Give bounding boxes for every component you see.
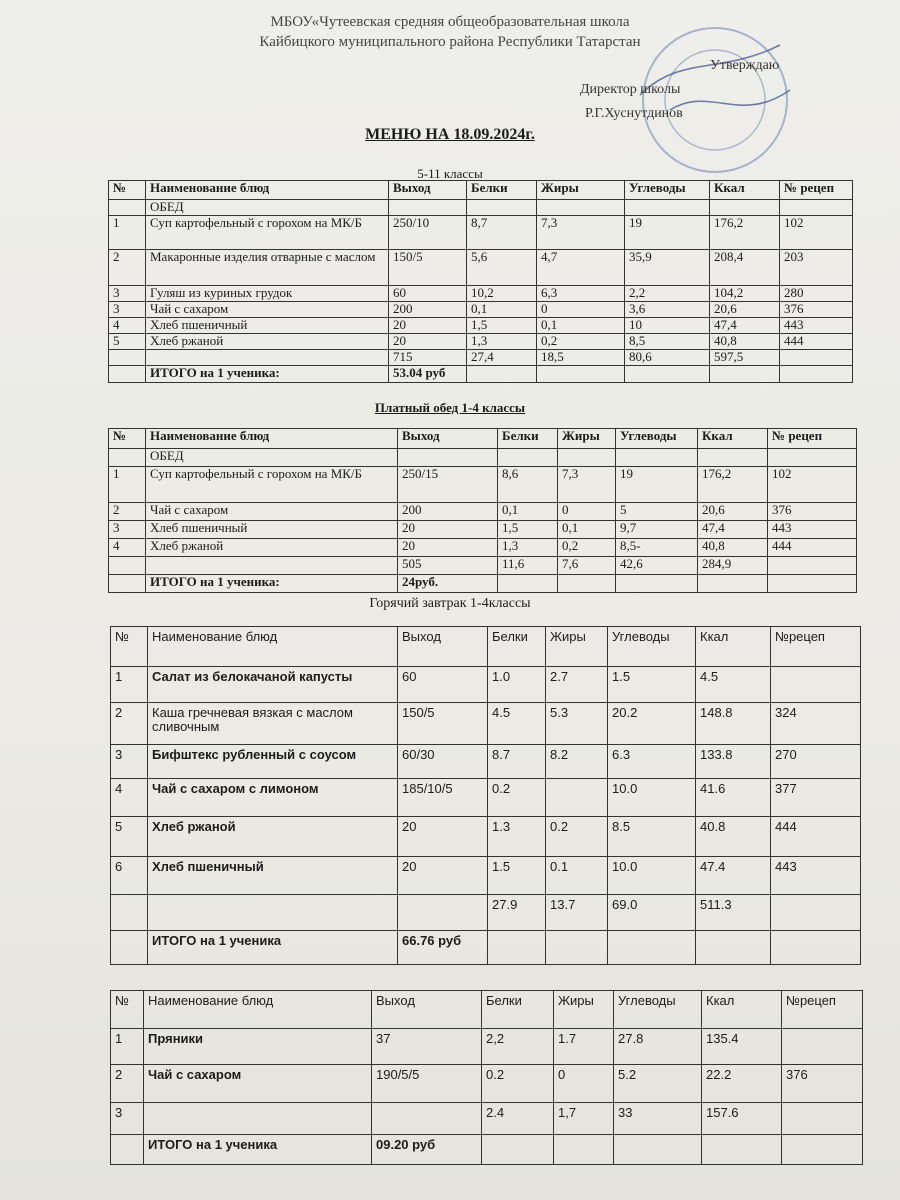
cell: 20 xyxy=(398,857,488,895)
cell: 2,2 xyxy=(482,1029,554,1065)
col-header: Жиры xyxy=(554,991,614,1029)
cell: 376 xyxy=(780,302,853,318)
cell: 20,6 xyxy=(698,503,768,521)
cell: 1,7 xyxy=(554,1103,614,1135)
col-header: Ккал xyxy=(702,991,782,1029)
cell: 19 xyxy=(625,216,710,250)
cell: 157.6 xyxy=(702,1103,782,1135)
cell: 324 xyxy=(771,703,861,745)
cell: 200 xyxy=(389,302,467,318)
cell: 8,5 xyxy=(625,334,710,350)
cell: 3 xyxy=(111,745,148,779)
price-row xyxy=(109,366,853,383)
cell: 443 xyxy=(771,857,861,895)
cell: 102 xyxy=(768,467,857,503)
official-stamp xyxy=(630,15,800,185)
cell: 8,6 xyxy=(498,467,558,503)
cell: 5.2 xyxy=(614,1065,702,1103)
cell: 0.2 xyxy=(482,1065,554,1103)
cell: 376 xyxy=(782,1065,863,1103)
cell: Салат из белокачаной капусты xyxy=(148,667,398,703)
cell: 5.3 xyxy=(546,703,608,745)
table-row xyxy=(111,703,861,745)
table-row xyxy=(111,667,861,703)
total-cell: 7,6 xyxy=(558,557,616,575)
cell: 60 xyxy=(398,667,488,703)
cell: 203 xyxy=(780,250,853,286)
cell: Макаронные изделия отварные с маслом xyxy=(146,250,389,286)
section1-caption: 5-11 классы xyxy=(417,166,483,181)
cell: 0.2 xyxy=(546,817,608,857)
cell: 0 xyxy=(558,503,616,521)
col-header: Белки xyxy=(482,991,554,1029)
cell: 10 xyxy=(625,318,710,334)
total-cell: 69.0 xyxy=(608,895,696,931)
col-header: Наименование блюд xyxy=(148,627,398,667)
cell: 0 xyxy=(554,1065,614,1103)
cell: 444 xyxy=(780,334,853,350)
cell: Суп картофельный с горохом на МК/Б xyxy=(146,467,398,503)
cell: 3 xyxy=(109,286,146,302)
school-name-line1: МБОУ«Чутеевская средняя общеобразовательная школа xyxy=(270,14,630,30)
cell: 60 xyxy=(389,286,467,302)
cell: 20.2 xyxy=(608,703,696,745)
col-header: Белки xyxy=(467,181,537,200)
cell: 9,7 xyxy=(616,521,698,539)
cell: Хлеб пшеничный xyxy=(148,857,398,895)
col-header: №рецеп xyxy=(782,991,863,1029)
price-row xyxy=(109,575,857,593)
total-price: 66.76 руб xyxy=(398,931,488,965)
signature xyxy=(640,45,790,110)
cell: Каша гречневая вязкая с маслом сливочным xyxy=(148,703,398,745)
table-header-row xyxy=(109,429,857,449)
cell: 0,1 xyxy=(498,503,558,521)
table-row xyxy=(109,318,853,334)
cell: 3,6 xyxy=(625,302,710,318)
cell: 0,1 xyxy=(467,302,537,318)
col-header: № xyxy=(111,991,144,1029)
cell: Чай с сахаром xyxy=(146,302,389,318)
totals-row xyxy=(109,350,853,366)
col-header: Жиры xyxy=(537,181,625,200)
approve-label: Утверждаю xyxy=(710,58,780,73)
cell: 5 xyxy=(111,817,148,857)
col-header: Наименование блюд xyxy=(146,429,398,449)
cell: 176,2 xyxy=(698,467,768,503)
cell: 1,3 xyxy=(498,539,558,557)
cell xyxy=(782,1103,863,1135)
col-header: Углеводы xyxy=(614,991,702,1029)
cell: 185/10/5 xyxy=(398,779,488,817)
table-row xyxy=(109,286,853,302)
cell: Хлеб ржаной xyxy=(146,334,389,350)
section3-caption: Горячий завтрак 1-4классы xyxy=(369,596,531,611)
school-name-line2: Кайбицкого муниципального района Республики Татарстан xyxy=(259,34,641,50)
cell: Хлеб ржаной xyxy=(148,817,398,857)
table-row xyxy=(109,467,857,503)
cell xyxy=(546,779,608,817)
cell: 10,2 xyxy=(467,286,537,302)
director-name: Р.Г.Хуснутдинов xyxy=(585,106,683,121)
table-row xyxy=(109,503,857,521)
cell: 1.5 xyxy=(488,857,546,895)
cell: Гуляш из куриных грудок xyxy=(146,286,389,302)
cell: 1 xyxy=(109,216,146,250)
cell: 1,3 xyxy=(467,334,537,350)
cell: 8,7 xyxy=(467,216,537,250)
cell: Пряники xyxy=(144,1029,372,1065)
total-price: 24руб. xyxy=(398,575,498,593)
col-header: Белки xyxy=(488,627,546,667)
cell: 200 xyxy=(398,503,498,521)
cell: Бифштекс рубленный с соусом xyxy=(148,745,398,779)
cell: 37 xyxy=(372,1029,482,1065)
cell xyxy=(372,1103,482,1135)
cell: 2 xyxy=(111,1065,144,1103)
cell: 2 xyxy=(109,503,146,521)
table-row xyxy=(111,779,861,817)
table-header-row xyxy=(109,181,853,200)
col-header: Ккал xyxy=(710,181,780,200)
menu-table-paid-1-4 xyxy=(108,428,857,593)
cell: 2 xyxy=(109,250,146,286)
cell: 6.3 xyxy=(608,745,696,779)
price-row xyxy=(111,931,861,965)
total-cell: 18,5 xyxy=(537,350,625,366)
cell: 1 xyxy=(109,467,146,503)
total-cell: 284,9 xyxy=(698,557,768,575)
cell: 20 xyxy=(398,817,488,857)
cell: 280 xyxy=(780,286,853,302)
table-row xyxy=(111,745,861,779)
total-cell: 715 xyxy=(389,350,467,366)
cell: 4,7 xyxy=(537,250,625,286)
cell: 20 xyxy=(398,521,498,539)
totals-row xyxy=(111,895,861,931)
cell: 7,3 xyxy=(558,467,616,503)
cell: 35,9 xyxy=(625,250,710,286)
cell: 4 xyxy=(109,318,146,334)
col-header: Наименование блюд xyxy=(144,991,372,1029)
cell: 190/5/5 xyxy=(372,1065,482,1103)
cell: 5 xyxy=(109,334,146,350)
cell: 40,8 xyxy=(698,539,768,557)
table-row xyxy=(111,1065,863,1103)
meal-row xyxy=(109,200,853,216)
page-title: МЕНЮ НА 18.09.2024г. xyxy=(365,126,535,143)
total-cell: 27.9 xyxy=(488,895,546,931)
price-row xyxy=(111,1135,863,1165)
col-header: Наименование блюд xyxy=(146,181,389,200)
cell xyxy=(771,667,861,703)
cell: 8.7 xyxy=(488,745,546,779)
col-header: Выход xyxy=(398,429,498,449)
total-cell: 80,6 xyxy=(625,350,710,366)
cell: 10.0 xyxy=(608,857,696,895)
cell: 40,8 xyxy=(710,334,780,350)
cell: 40.8 xyxy=(696,817,771,857)
cell: 0,2 xyxy=(537,334,625,350)
cell: 176,2 xyxy=(710,216,780,250)
cell: 2 xyxy=(111,703,148,745)
totals-row xyxy=(109,557,857,575)
cell: 377 xyxy=(771,779,861,817)
cell: 250/15 xyxy=(398,467,498,503)
cell: Хлеб ржаной xyxy=(146,539,398,557)
col-header: № рецеп xyxy=(768,429,857,449)
col-header: Углеводы xyxy=(625,181,710,200)
cell: 1.0 xyxy=(488,667,546,703)
col-header: Углеводы xyxy=(616,429,698,449)
table-row xyxy=(111,817,861,857)
meal-label: ОБЕД xyxy=(146,449,398,467)
cell: 2,2 xyxy=(625,286,710,302)
cell: 4.5 xyxy=(488,703,546,745)
cell: 3 xyxy=(109,302,146,318)
cell: 135.4 xyxy=(702,1029,782,1065)
cell: Чай с сахаром с лимоном xyxy=(148,779,398,817)
col-header: Выход xyxy=(398,627,488,667)
total-cell: 511.3 xyxy=(696,895,771,931)
cell: 0 xyxy=(537,302,625,318)
cell: 33 xyxy=(614,1103,702,1135)
cell: Суп картофельный с горохом на МК/Б xyxy=(146,216,389,250)
total-label: ИТОГО на 1 ученика: xyxy=(146,575,398,593)
cell: 1.7 xyxy=(554,1029,614,1065)
cell: 20 xyxy=(389,334,467,350)
col-header: № xyxy=(109,181,146,200)
cell: 8,5- xyxy=(616,539,698,557)
table-row xyxy=(111,1029,863,1065)
cell: 104,2 xyxy=(710,286,780,302)
cell: 20,6 xyxy=(710,302,780,318)
cell: 1,5 xyxy=(498,521,558,539)
table-header-row xyxy=(111,991,863,1029)
cell: 1.3 xyxy=(488,817,546,857)
col-header: Ккал xyxy=(696,627,771,667)
meal-row xyxy=(109,449,857,467)
col-header: № xyxy=(109,429,146,449)
col-header: № рецеп xyxy=(780,181,853,200)
cell: 27.8 xyxy=(614,1029,702,1065)
cell: Чай с сахаром xyxy=(144,1065,372,1103)
total-price: 09.20 руб xyxy=(372,1135,482,1165)
cell: 2.4 xyxy=(482,1103,554,1135)
total-cell: 505 xyxy=(398,557,498,575)
cell: Хлеб пшеничный xyxy=(146,521,398,539)
col-header: Белки xyxy=(498,429,558,449)
cell: 6,3 xyxy=(537,286,625,302)
cell xyxy=(782,1029,863,1065)
menu-table-breakfast-1-4 xyxy=(110,626,861,965)
total-label: ИТОГО на 1 ученика xyxy=(148,931,398,965)
total-label: ИТОГО на 1 ученика: xyxy=(146,366,389,383)
cell: 5 xyxy=(616,503,698,521)
director-position: Директор школы xyxy=(580,82,681,97)
cell: 20 xyxy=(398,539,498,557)
cell: 1 xyxy=(111,1029,144,1065)
col-header: Углеводы xyxy=(608,627,696,667)
col-header: Жиры xyxy=(546,627,608,667)
cell: 7,3 xyxy=(537,216,625,250)
table-row xyxy=(109,521,857,539)
cell: 443 xyxy=(780,318,853,334)
table-row xyxy=(111,1103,863,1135)
cell: 4 xyxy=(109,539,146,557)
cell: Чай с сахаром xyxy=(146,503,398,521)
col-header: Выход xyxy=(372,991,482,1029)
meal-label: ОБЕД xyxy=(146,200,389,216)
table-row xyxy=(109,302,853,318)
table-row xyxy=(109,250,853,286)
total-cell: 13.7 xyxy=(546,895,608,931)
cell: 5,6 xyxy=(467,250,537,286)
cell: 47.4 xyxy=(696,857,771,895)
total-cell: 27,4 xyxy=(467,350,537,366)
col-header: № xyxy=(111,627,148,667)
total-label: ИТОГО на 1 ученика xyxy=(144,1135,372,1165)
col-header: №рецеп xyxy=(771,627,861,667)
cell: 444 xyxy=(771,817,861,857)
table-row xyxy=(109,334,853,350)
table-row xyxy=(111,857,861,895)
cell: 3 xyxy=(109,521,146,539)
total-price: 53.04 руб xyxy=(389,366,467,383)
cell: 376 xyxy=(768,503,857,521)
menu-table-snack xyxy=(110,990,863,1165)
cell: 444 xyxy=(768,539,857,557)
cell: 102 xyxy=(780,216,853,250)
cell: 443 xyxy=(768,521,857,539)
cell: 150/5 xyxy=(389,250,467,286)
cell: 0.1 xyxy=(546,857,608,895)
cell: 270 xyxy=(771,745,861,779)
total-cell: 597,5 xyxy=(710,350,780,366)
cell: 19 xyxy=(616,467,698,503)
section2-caption: Платный обед 1-4 классы xyxy=(374,400,526,415)
cell: 1.5 xyxy=(608,667,696,703)
cell: 3 xyxy=(111,1103,144,1135)
cell: 6 xyxy=(111,857,148,895)
cell: 2.7 xyxy=(546,667,608,703)
cell: 208,4 xyxy=(710,250,780,286)
cell: 10.0 xyxy=(608,779,696,817)
total-cell: 42,6 xyxy=(616,557,698,575)
table-row xyxy=(109,539,857,557)
cell: 250/10 xyxy=(389,216,467,250)
cell: 1 xyxy=(111,667,148,703)
cell: 0,1 xyxy=(537,318,625,334)
cell: 4.5 xyxy=(696,667,771,703)
menu-table-5-11 xyxy=(108,180,853,383)
cell: 47,4 xyxy=(710,318,780,334)
cell: 4 xyxy=(111,779,148,817)
cell: 8.2 xyxy=(546,745,608,779)
cell: Хлеб пшеничный xyxy=(146,318,389,334)
total-cell: 11,6 xyxy=(498,557,558,575)
cell: 20 xyxy=(389,318,467,334)
cell: 150/5 xyxy=(398,703,488,745)
cell: 8.5 xyxy=(608,817,696,857)
cell: 148.8 xyxy=(696,703,771,745)
col-header: Выход xyxy=(389,181,467,200)
cell: 60/30 xyxy=(398,745,488,779)
cell: 47,4 xyxy=(698,521,768,539)
cell: 22.2 xyxy=(702,1065,782,1103)
cell: 133.8 xyxy=(696,745,771,779)
table-row xyxy=(109,216,853,250)
col-header: Ккал xyxy=(698,429,768,449)
cell xyxy=(144,1103,372,1135)
cell: 0.2 xyxy=(488,779,546,817)
cell: 0,2 xyxy=(558,539,616,557)
col-header: Жиры xyxy=(558,429,616,449)
cell: 41.6 xyxy=(696,779,771,817)
cell: 1,5 xyxy=(467,318,537,334)
table-header-row xyxy=(111,627,861,667)
cell: 0,1 xyxy=(558,521,616,539)
